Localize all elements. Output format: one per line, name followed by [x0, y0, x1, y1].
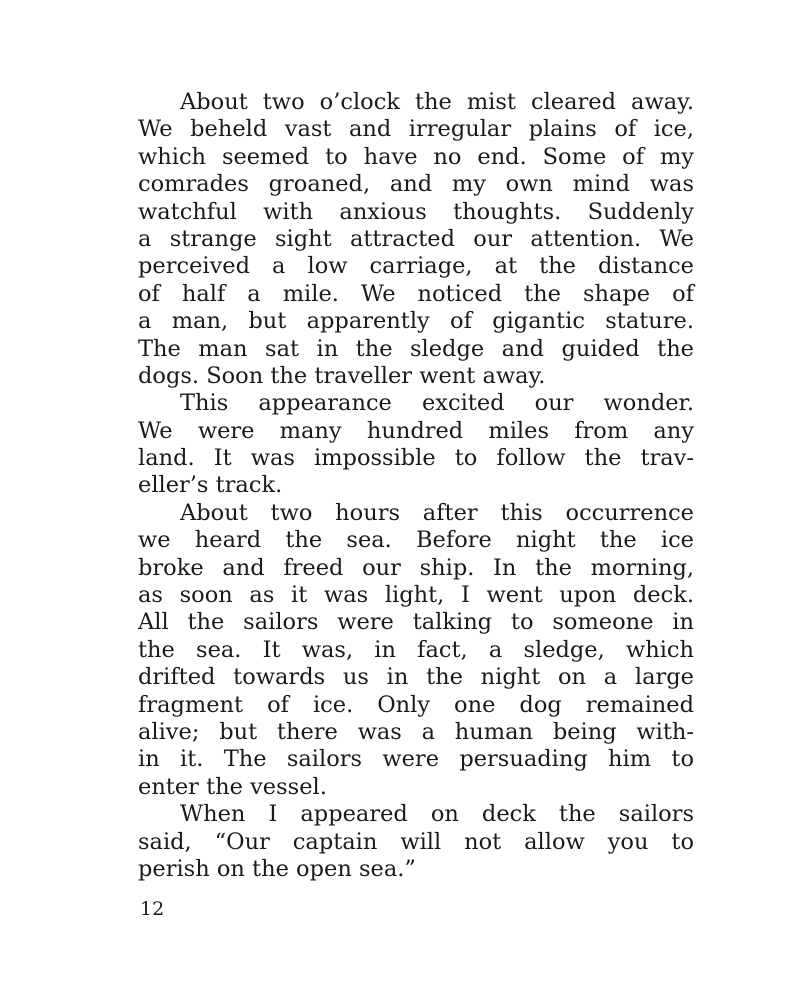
text-line: dogs. Soon the traveller went away.	[138, 362, 546, 389]
text-line: as soon as it was light, I went upon deck.	[138, 582, 694, 609]
text-line: comrades groaned, and my own mind was	[138, 171, 694, 198]
text-line: a man, but apparently of gigantic stature.	[138, 308, 694, 335]
text-line: a strange sight attracted our attention. We	[138, 225, 694, 252]
text-line: The man sat in the sledge and guided the	[138, 335, 694, 362]
text-line: broke and freed our ship. In the morning,	[138, 554, 694, 581]
paragraph-3	[138, 500, 694, 801]
paragraph-4	[138, 801, 694, 883]
text-line: We were many hundred miles from any	[138, 417, 694, 444]
text-line: perish on the open sea.”	[138, 855, 416, 882]
paragraph-2	[138, 390, 694, 500]
paragraph-1	[138, 89, 694, 390]
page-number: 12	[140, 898, 165, 920]
text-line: watchful with anxious thoughts. Suddenly	[138, 198, 694, 225]
text-line: of half a mile. We noticed the shape of	[138, 280, 694, 307]
text-line: eller’s track.	[138, 472, 283, 499]
text-line: land. It was impossible to follow the trav-	[138, 445, 694, 472]
text-line: said, “Our captain will not allow you to	[138, 828, 694, 855]
text-line: we heard the sea. Before night the ice	[138, 527, 694, 554]
text-line: drifted towards us in the night on a large	[138, 664, 694, 691]
text-line: in it. The sailors were persuading him to	[138, 746, 694, 773]
body-text	[138, 89, 694, 883]
text-line: We beheld vast and irregular plains of ice,	[138, 116, 694, 143]
text-line: When I appeared on deck the sailors	[180, 801, 694, 828]
text-line: All the sailors were talking to someone in	[138, 609, 694, 636]
text-line: enter the vessel.	[138, 773, 327, 800]
text-line: This appearance excited our wonder.	[180, 390, 694, 417]
text-line: About two hours after this occurrence	[180, 499, 694, 526]
text-line: alive; but there was a human being with-	[138, 718, 694, 745]
text-line: which seemed to have no end. Some of my	[138, 143, 694, 170]
text-line: the sea. It was, in fact, a sledge, which	[138, 636, 694, 663]
text-line: perceived a low carriage, at the distance	[138, 253, 694, 280]
text-line: About two o’clock the mist cleared away.	[180, 89, 694, 115]
text-line: fragment of ice. Only one dog remained	[138, 691, 694, 718]
